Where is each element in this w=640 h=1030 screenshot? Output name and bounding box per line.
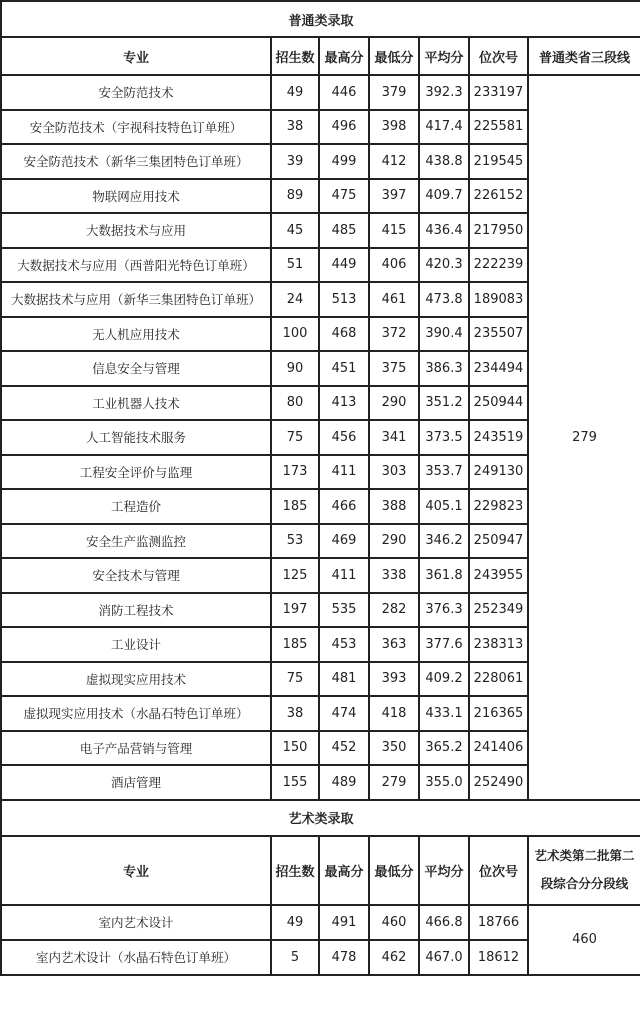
avg-score-cell: 433.1 [419, 696, 469, 731]
enrollment-cell: 173 [271, 455, 319, 490]
header-min-score: 最低分 [369, 836, 419, 905]
cutoff-score-cell: 460 [528, 905, 640, 975]
avg-score-cell: 438.8 [419, 144, 469, 179]
max-score-cell: 485 [319, 213, 369, 248]
enrollment-cell: 155 [271, 765, 319, 800]
avg-score-cell: 417.4 [419, 110, 469, 145]
rank-cell: 222239 [469, 248, 528, 283]
rank-cell: 18612 [469, 940, 528, 975]
max-score-cell: 535 [319, 593, 369, 628]
max-score-cell: 491 [319, 905, 369, 940]
header-max-score: 最高分 [319, 836, 369, 905]
enrollment-cell: 75 [271, 420, 319, 455]
major-cell: 安全防范技术 [1, 75, 271, 110]
max-score-cell: 446 [319, 75, 369, 110]
general-section-title-row [1, 1, 640, 37]
max-score-cell: 449 [319, 248, 369, 283]
max-score-cell: 489 [319, 765, 369, 800]
major-cell: 虚拟现实应用技术 [1, 662, 271, 697]
max-score-cell: 499 [319, 144, 369, 179]
header-rank: 位次号 [469, 37, 528, 75]
enrollment-cell: 75 [271, 662, 319, 697]
art-section-title: 艺术类录取 [1, 800, 640, 836]
min-score-cell: 462 [369, 940, 419, 975]
rank-cell: 189083 [469, 282, 528, 317]
min-score-cell: 282 [369, 593, 419, 628]
min-score-cell: 461 [369, 282, 419, 317]
major-cell: 电子产品营销与管理 [1, 731, 271, 766]
max-score-cell: 411 [319, 455, 369, 490]
rank-cell: 249130 [469, 455, 528, 490]
rank-cell: 252349 [469, 593, 528, 628]
enrollment-cell: 125 [271, 558, 319, 593]
min-score-cell: 279 [369, 765, 419, 800]
enrollment-cell: 150 [271, 731, 319, 766]
avg-score-cell: 346.2 [419, 524, 469, 559]
min-score-cell: 303 [369, 455, 419, 490]
header-enrollment: 招生数 [271, 836, 319, 905]
avg-score-cell: 353.7 [419, 455, 469, 490]
min-score-cell: 398 [369, 110, 419, 145]
rank-cell: 234494 [469, 351, 528, 386]
header-rank: 位次号 [469, 836, 528, 905]
major-cell: 人工智能技术服务 [1, 420, 271, 455]
enrollment-cell: 51 [271, 248, 319, 283]
max-score-cell: 475 [319, 179, 369, 214]
enrollment-cell: 197 [271, 593, 319, 628]
avg-score-cell: 436.4 [419, 213, 469, 248]
avg-score-cell: 376.3 [419, 593, 469, 628]
min-score-cell: 290 [369, 386, 419, 421]
rank-cell: 233197 [469, 75, 528, 110]
header-row [1, 836, 640, 905]
max-score-cell: 413 [319, 386, 369, 421]
min-score-cell: 363 [369, 627, 419, 662]
max-score-cell: 456 [319, 420, 369, 455]
major-cell: 安全技术与管理 [1, 558, 271, 593]
major-cell: 信息安全与管理 [1, 351, 271, 386]
major-cell: 室内艺术设计 [1, 905, 271, 940]
enrollment-cell: 39 [271, 144, 319, 179]
avg-score-cell: 467.0 [419, 940, 469, 975]
header-cutoff: 艺术类第二批第二段综合分分段线 [528, 836, 640, 905]
rank-cell: 243955 [469, 558, 528, 593]
header-cutoff: 普通类省三段线 [528, 37, 640, 75]
min-score-cell: 460 [369, 905, 419, 940]
header-max-score: 最高分 [319, 37, 369, 75]
enrollment-cell: 49 [271, 905, 319, 940]
rank-cell: 250944 [469, 386, 528, 421]
major-cell: 安全生产监测监控 [1, 524, 271, 559]
rank-cell: 225581 [469, 110, 528, 145]
rank-cell: 226152 [469, 179, 528, 214]
avg-score-cell: 473.8 [419, 282, 469, 317]
max-score-cell: 469 [319, 524, 369, 559]
avg-score-cell: 409.2 [419, 662, 469, 697]
major-cell: 无人机应用技术 [1, 317, 271, 352]
major-cell: 大数据技术与应用 [1, 213, 271, 248]
min-score-cell: 393 [369, 662, 419, 697]
major-cell: 室内艺术设计（水晶石特色订单班） [1, 940, 271, 975]
min-score-cell: 412 [369, 144, 419, 179]
enrollment-cell: 185 [271, 627, 319, 662]
min-score-cell: 406 [369, 248, 419, 283]
enrollment-cell: 38 [271, 696, 319, 731]
enrollment-cell: 100 [271, 317, 319, 352]
rank-cell: 252490 [469, 765, 528, 800]
min-score-cell: 418 [369, 696, 419, 731]
header-avg-score: 平均分 [419, 37, 469, 75]
rank-cell: 250947 [469, 524, 528, 559]
enrollment-cell: 45 [271, 213, 319, 248]
table-row [1, 75, 640, 110]
major-cell: 物联网应用技术 [1, 179, 271, 214]
min-score-cell: 350 [369, 731, 419, 766]
header-enrollment: 招生数 [271, 37, 319, 75]
min-score-cell: 290 [369, 524, 419, 559]
avg-score-cell: 405.1 [419, 489, 469, 524]
max-score-cell: 452 [319, 731, 369, 766]
major-cell: 大数据技术与应用（西普阳光特色订单班） [1, 248, 271, 283]
min-score-cell: 415 [369, 213, 419, 248]
rank-cell: 235507 [469, 317, 528, 352]
rank-cell: 241406 [469, 731, 528, 766]
max-score-cell: 513 [319, 282, 369, 317]
rank-cell: 217950 [469, 213, 528, 248]
avg-score-cell: 420.3 [419, 248, 469, 283]
major-cell: 工程安全评价与监理 [1, 455, 271, 490]
min-score-cell: 372 [369, 317, 419, 352]
rank-cell: 18766 [469, 905, 528, 940]
header-major: 专业 [1, 37, 271, 75]
avg-score-cell: 373.5 [419, 420, 469, 455]
header-min-score: 最低分 [369, 37, 419, 75]
max-score-cell: 481 [319, 662, 369, 697]
avg-score-cell: 365.2 [419, 731, 469, 766]
avg-score-cell: 409.7 [419, 179, 469, 214]
major-cell: 安全防范技术（宇视科技特色订单班） [1, 110, 271, 145]
enrollment-cell: 49 [271, 75, 319, 110]
header-major: 专业 [1, 836, 271, 905]
max-score-cell: 468 [319, 317, 369, 352]
enrollment-cell: 24 [271, 282, 319, 317]
max-score-cell: 474 [319, 696, 369, 731]
avg-score-cell: 361.8 [419, 558, 469, 593]
header-avg-score: 平均分 [419, 836, 469, 905]
rank-cell: 219545 [469, 144, 528, 179]
cutoff-score-cell: 279 [528, 75, 640, 800]
major-cell: 虚拟现实应用技术（水晶石特色订单班） [1, 696, 271, 731]
rank-cell: 228061 [469, 662, 528, 697]
rank-cell: 243519 [469, 420, 528, 455]
avg-score-cell: 355.0 [419, 765, 469, 800]
avg-score-cell: 390.4 [419, 317, 469, 352]
min-score-cell: 397 [369, 179, 419, 214]
min-score-cell: 379 [369, 75, 419, 110]
general-section-title: 普通类录取 [1, 1, 640, 37]
rank-cell: 216365 [469, 696, 528, 731]
max-score-cell: 466 [319, 489, 369, 524]
art-section-title-row [1, 800, 640, 836]
major-cell: 工业机器人技术 [1, 386, 271, 421]
min-score-cell: 341 [369, 420, 419, 455]
rank-cell: 229823 [469, 489, 528, 524]
header-row [1, 37, 640, 75]
major-cell: 安全防范技术（新华三集团特色订单班） [1, 144, 271, 179]
min-score-cell: 375 [369, 351, 419, 386]
max-score-cell: 496 [319, 110, 369, 145]
enrollment-cell: 80 [271, 386, 319, 421]
major-cell: 消防工程技术 [1, 593, 271, 628]
max-score-cell: 453 [319, 627, 369, 662]
major-cell: 大数据技术与应用（新华三集团特色订单班） [1, 282, 271, 317]
enrollment-cell: 53 [271, 524, 319, 559]
min-score-cell: 338 [369, 558, 419, 593]
enrollment-cell: 90 [271, 351, 319, 386]
max-score-cell: 451 [319, 351, 369, 386]
major-cell: 酒店管理 [1, 765, 271, 800]
major-cell: 工业设计 [1, 627, 271, 662]
avg-score-cell: 386.3 [419, 351, 469, 386]
major-cell: 工程造价 [1, 489, 271, 524]
avg-score-cell: 351.2 [419, 386, 469, 421]
enrollment-cell: 5 [271, 940, 319, 975]
enrollment-cell: 38 [271, 110, 319, 145]
max-score-cell: 411 [319, 558, 369, 593]
avg-score-cell: 392.3 [419, 75, 469, 110]
enrollment-cell: 185 [271, 489, 319, 524]
enrollment-cell: 89 [271, 179, 319, 214]
min-score-cell: 388 [369, 489, 419, 524]
rank-cell: 238313 [469, 627, 528, 662]
avg-score-cell: 466.8 [419, 905, 469, 940]
table-row [1, 905, 640, 940]
avg-score-cell: 377.6 [419, 627, 469, 662]
max-score-cell: 478 [319, 940, 369, 975]
